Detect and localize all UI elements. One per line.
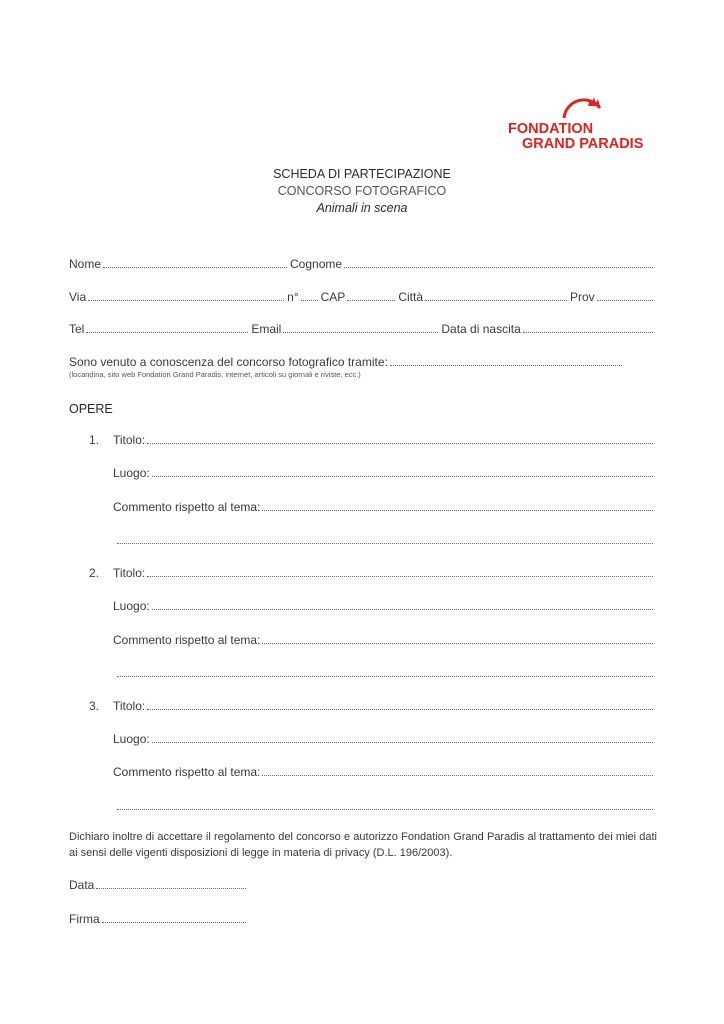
opera-number: 1.	[89, 433, 100, 447]
label-commento: Commento rispetto al tema:	[113, 765, 261, 779]
label-citta: Città	[398, 290, 423, 304]
opere-heading: OPERE	[69, 402, 113, 416]
label-data: Data	[69, 878, 95, 892]
label-via: Via	[69, 290, 87, 304]
nome-field[interactable]	[103, 267, 287, 268]
firma-field[interactable]	[102, 922, 246, 923]
fondation-grand-paradis-logo	[508, 94, 658, 154]
label-luogo: Luogo:	[113, 732, 150, 746]
row-indirizzo	[69, 290, 656, 304]
label-titolo: Titolo:	[113, 433, 146, 447]
label-nome: Nome	[69, 257, 102, 271]
label-commento: Commento rispetto al tema:	[113, 633, 261, 647]
label-data-nascita: Data di nascita	[441, 322, 521, 336]
opera-2-titolo-field[interactable]	[147, 576, 653, 577]
row-data	[69, 878, 249, 892]
opera-2-luogo-field[interactable]	[152, 609, 653, 610]
opera-2-luogo-row	[113, 599, 656, 613]
source-hint: (locandina, sito web Fondation Grand Paradis, internet, articoli su giornali e riviste, ecc.)	[69, 370, 361, 379]
logo-line-2: GRAND PARADIS	[522, 136, 644, 152]
mountain-flower-arc-icon	[508, 94, 658, 124]
privacy-declaration: Dichiaro inoltre di accettare il regolamento del concorso e autorizzo Fondation Grand Paradis al trattamento dei miei dati ai sensi delle vigenti disposizioni di legge in materia di privacy (D.L. 196/2003).	[69, 831, 657, 859]
label-cap: CAP	[320, 290, 346, 304]
form-subtitle: CONCORSO FOTOGRAFICO	[277, 184, 447, 198]
opera-3-commento-row	[113, 765, 656, 779]
data-nascita-field[interactable]	[523, 332, 653, 333]
email-field[interactable]	[283, 332, 438, 333]
label-firma: Firma	[69, 912, 100, 926]
opera-3-commento-field[interactable]	[262, 775, 653, 776]
source-field[interactable]	[390, 365, 622, 366]
opera-2-commento-line-2	[117, 666, 656, 680]
label-titolo: Titolo:	[113, 699, 146, 713]
opera-number: 2.	[89, 566, 100, 580]
opera-3-titolo-field[interactable]	[147, 709, 653, 710]
opera-3-commento-extra-field[interactable]	[117, 809, 653, 810]
opera-1-luogo-row	[113, 466, 656, 480]
opera-2-commento-extra-field[interactable]	[117, 676, 653, 677]
row-contatti	[69, 322, 656, 336]
cognome-field[interactable]	[344, 267, 653, 268]
row-nome-cognome	[69, 257, 656, 271]
label-email: Email	[251, 322, 282, 336]
label-source-question: Sono venuto a conoscenza del concorso fotografico tramite:	[69, 355, 388, 369]
opera-1-titolo-field[interactable]	[147, 443, 653, 444]
data-field[interactable]	[96, 888, 246, 889]
opera-2-commento-field[interactable]	[262, 643, 653, 644]
label-cognome: Cognome	[290, 257, 343, 271]
opera-3-luogo-row	[113, 732, 656, 746]
label-titolo: Titolo:	[113, 566, 146, 580]
label-prov: Prov	[570, 290, 595, 304]
opera-3-luogo-field[interactable]	[152, 742, 653, 743]
numero-field[interactable]	[301, 300, 318, 301]
opera-number: 3.	[89, 699, 100, 713]
opera-3-commento-line-2	[117, 799, 656, 813]
opera-1-commento-row	[113, 500, 656, 514]
opera-1-titolo-row	[113, 433, 656, 447]
via-field[interactable]	[88, 300, 284, 301]
citta-field[interactable]	[425, 300, 567, 301]
opera-1-commento-extra-field[interactable]	[117, 543, 653, 544]
opera-2-titolo-row	[113, 566, 656, 580]
label-luogo: Luogo:	[113, 599, 150, 613]
cap-field[interactable]	[347, 300, 395, 301]
logo-line-1: FONDATION	[508, 121, 594, 137]
label-tel: Tel	[69, 322, 85, 336]
opera-1-commento-field[interactable]	[262, 510, 653, 511]
tel-field[interactable]	[86, 332, 248, 333]
opera-1-commento-line-2	[117, 533, 656, 547]
row-source	[69, 355, 625, 369]
row-firma	[69, 912, 249, 926]
label-numero: n°	[287, 290, 299, 304]
opera-1-luogo-field[interactable]	[152, 476, 653, 477]
label-luogo: Luogo:	[113, 466, 150, 480]
opera-2-commento-row	[113, 633, 656, 647]
prov-field[interactable]	[597, 300, 653, 301]
opera-3-titolo-row	[113, 699, 656, 713]
form-title: SCHEDA DI PARTECIPAZIONE	[273, 167, 451, 181]
label-commento: Commento rispetto al tema:	[113, 500, 261, 514]
contest-theme: Animali in scena	[316, 201, 408, 215]
